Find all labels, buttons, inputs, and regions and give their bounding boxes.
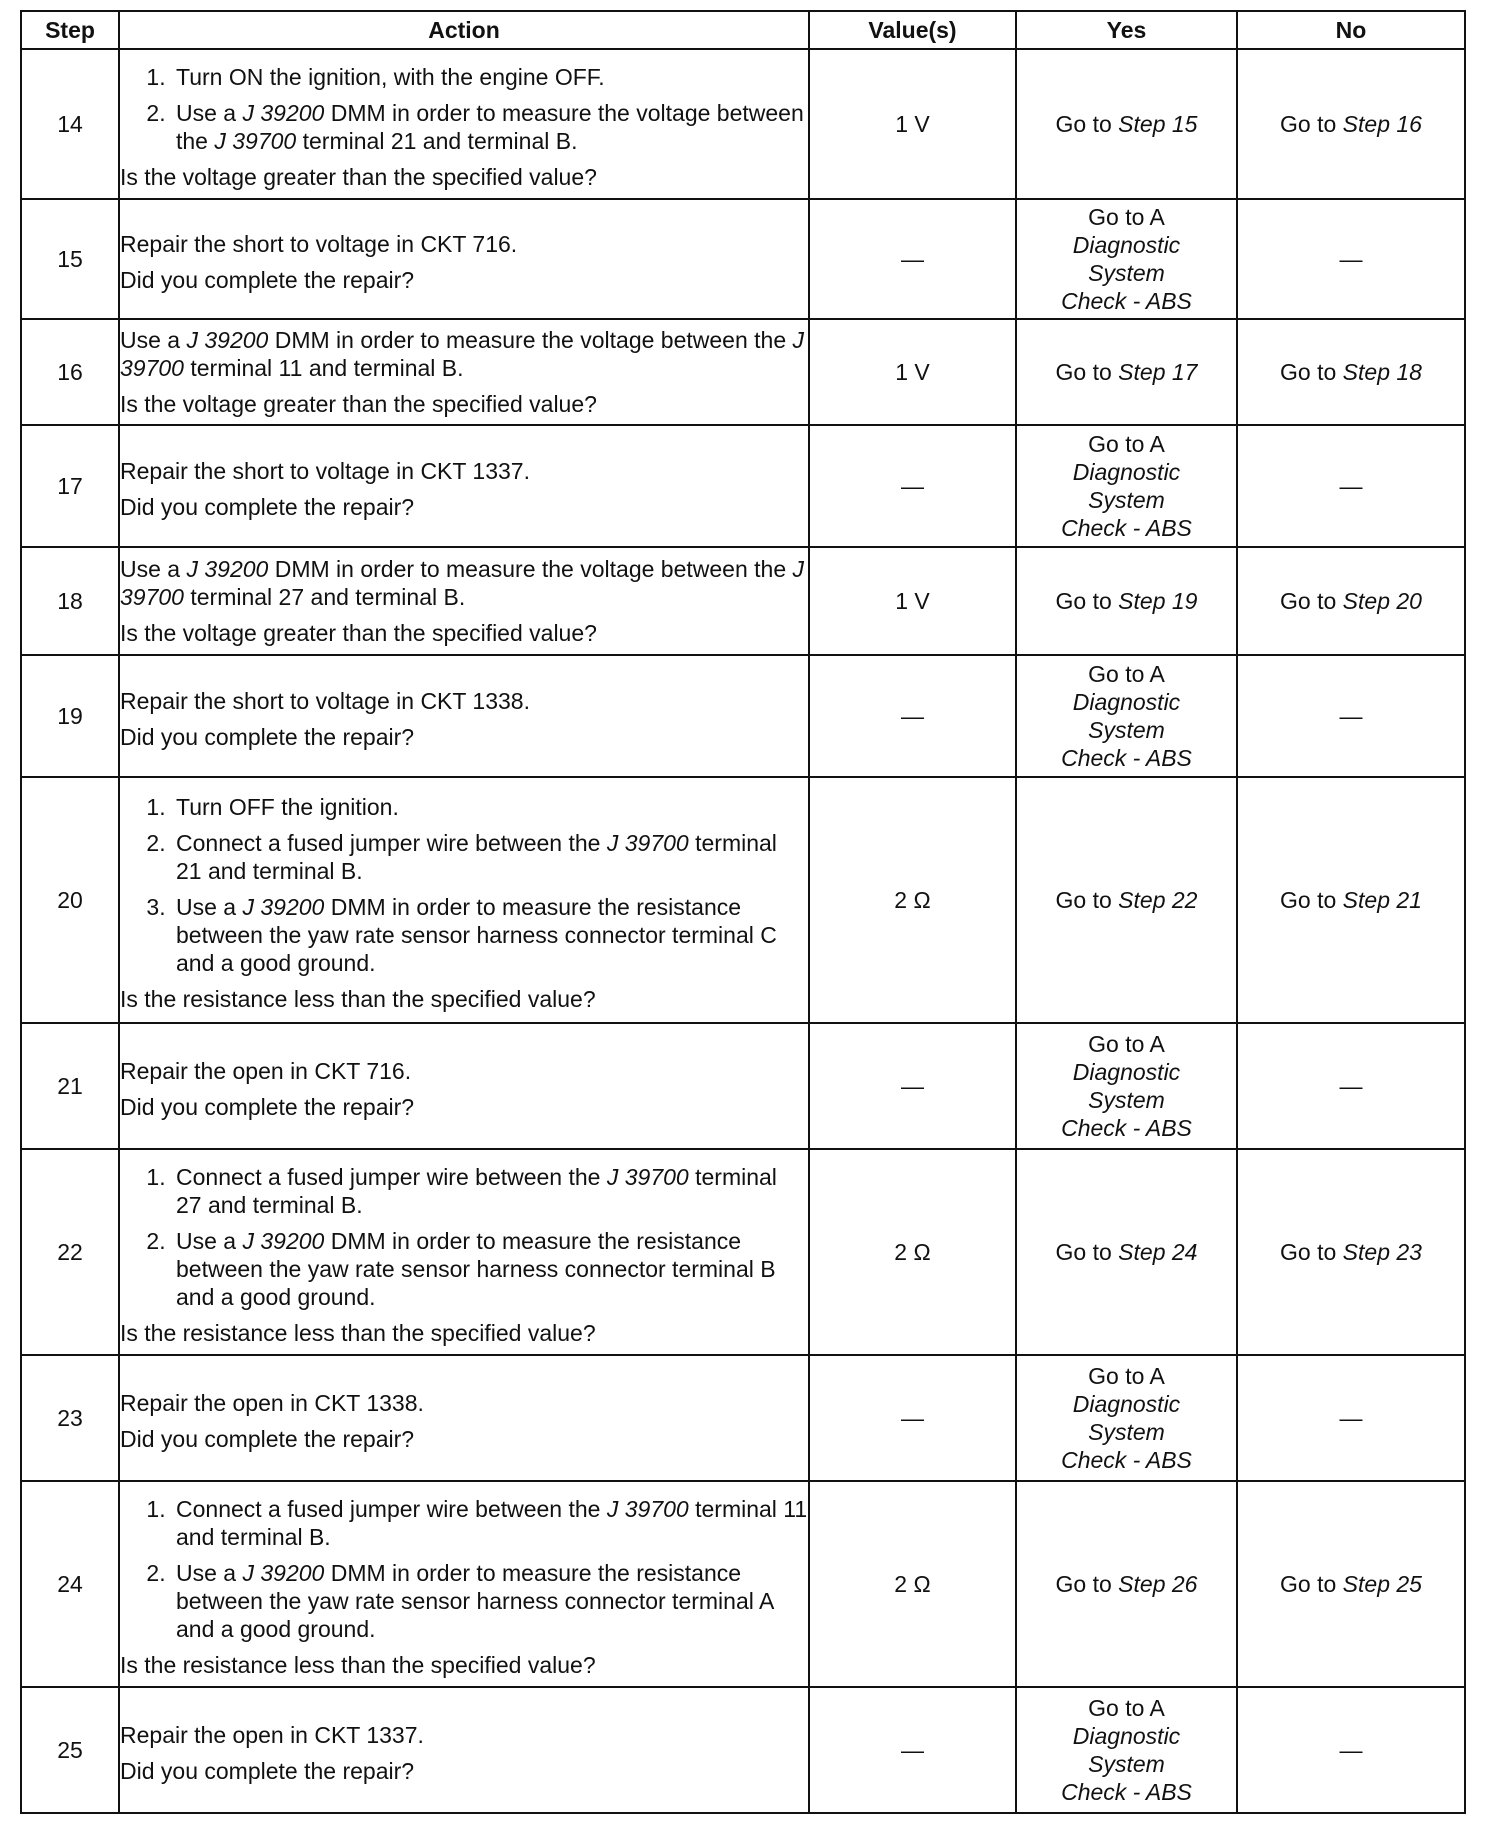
table-row	[21, 777, 1465, 1023]
no-cell: —	[1237, 1023, 1465, 1149]
table-row	[21, 1687, 1465, 1813]
header-row	[21, 11, 1465, 49]
yes-cell: Go to Step 19	[1016, 547, 1237, 655]
table-row	[21, 199, 1465, 319]
action-steps	[120, 793, 808, 977]
header-action: Action	[119, 11, 809, 49]
table-row	[21, 547, 1465, 655]
table-row	[21, 1355, 1465, 1481]
action-cell: Repair the open in CKT 1338. Did you complete the repair?	[119, 1355, 809, 1481]
action-cell: Repair the short to voltage in CKT 1337. Did you complete the repair?	[119, 425, 809, 547]
header-no: No	[1237, 11, 1465, 49]
action-step-item: 2. Use a J 39200 DMM in order to measure the resistance between the yaw rate sensor harness connector terminal A and a good ground.	[172, 1559, 808, 1643]
table-row	[21, 49, 1465, 199]
action-step-item: 2. Use a J 39200 DMM in order to measure the resistance between the yaw rate sensor harness connector terminal B and a good ground.	[172, 1227, 808, 1311]
step-number: 15	[21, 199, 119, 319]
action-steps	[120, 1495, 808, 1643]
no-cell: Go to Step 16	[1237, 49, 1465, 199]
table-row	[21, 1149, 1465, 1355]
header-yes: Yes	[1016, 11, 1237, 49]
header-value: Value(s)	[809, 11, 1016, 49]
no-cell: —	[1237, 199, 1465, 319]
action-steps	[120, 63, 808, 155]
action-question: Is the voltage greater than the specified value?	[120, 620, 597, 646]
action-question: Is the voltage greater than the specified value?	[120, 164, 597, 190]
action-step-item: 2. Connect a fused jumper wire between the J 39700 terminal 21 and terminal B.	[172, 829, 808, 885]
yes-cell: Go to A Diagnostic System Check - ABS	[1016, 1355, 1237, 1481]
value-cell: —	[809, 199, 1016, 319]
action-cell	[119, 1149, 809, 1355]
step-number: 21	[21, 1023, 119, 1149]
diagnostic-table	[20, 10, 1466, 1814]
yes-cell: Go to A Diagnostic System Check - ABS	[1016, 199, 1237, 319]
action-cell	[119, 777, 809, 1023]
no-cell: —	[1237, 1687, 1465, 1813]
action-step-item: 1. Turn ON the ignition, with the engine OFF.	[172, 63, 808, 91]
yes-cell: Go to Step 17	[1016, 319, 1237, 425]
action-step-item: 3. Use a J 39200 DMM in order to measure the resistance between the yaw rate sensor harness connector terminal C and a good ground.	[172, 893, 808, 977]
action-cell: Use a J 39200 DMM in order to measure the voltage between the J 39700 terminal 11 and terminal B. Is the voltage greater than the specified value?	[119, 319, 809, 425]
action-question: Is the resistance less than the specified value?	[120, 1320, 596, 1346]
no-cell: Go to Step 20	[1237, 547, 1465, 655]
value-cell: 2 Ω	[809, 777, 1016, 1023]
value-cell: —	[809, 425, 1016, 547]
no-cell: Go to Step 18	[1237, 319, 1465, 425]
no-cell: —	[1237, 1355, 1465, 1481]
value-cell: —	[809, 1023, 1016, 1149]
step-number: 17	[21, 425, 119, 547]
step-number: 18	[21, 547, 119, 655]
table-row	[21, 1023, 1465, 1149]
action-question: Is the resistance less than the specified value?	[120, 986, 596, 1012]
header-step: Step	[21, 11, 119, 49]
value-cell: —	[809, 1355, 1016, 1481]
step-number: 20	[21, 777, 119, 1023]
value-cell: —	[809, 1687, 1016, 1813]
value-cell: —	[809, 655, 1016, 777]
yes-cell: Go to A Diagnostic System Check - ABS	[1016, 1023, 1237, 1149]
yes-cell: Go to Step 22	[1016, 777, 1237, 1023]
table-row	[21, 1481, 1465, 1687]
action-step-item: 1. Turn OFF the ignition.	[172, 793, 808, 821]
step-number: 24	[21, 1481, 119, 1687]
action-cell	[119, 49, 809, 199]
yes-cell: Go to Step 26	[1016, 1481, 1237, 1687]
table-row	[21, 319, 1465, 425]
action-cell	[119, 1481, 809, 1687]
yes-cell: Go to A Diagnostic System Check - ABS	[1016, 1687, 1237, 1813]
yes-cell: Go to A Diagnostic System Check - ABS	[1016, 425, 1237, 547]
value-cell: 2 Ω	[809, 1481, 1016, 1687]
action-steps	[120, 1163, 808, 1311]
step-number: 14	[21, 49, 119, 199]
action-step-item: 2. Use a J 39200 DMM in order to measure the voltage between the J 39700 terminal 21 and terminal B.	[172, 99, 808, 155]
no-cell: —	[1237, 655, 1465, 777]
yes-cell: Go to Step 24	[1016, 1149, 1237, 1355]
action-cell: Use a J 39200 DMM in order to measure the voltage between the J 39700 terminal 27 and terminal B. Is the voltage greater than the specified value?	[119, 547, 809, 655]
no-cell: Go to Step 25	[1237, 1481, 1465, 1687]
no-cell: Go to Step 23	[1237, 1149, 1465, 1355]
step-number: 16	[21, 319, 119, 425]
action-step-item: 1. Connect a fused jumper wire between the J 39700 terminal 27 and terminal B.	[172, 1163, 808, 1219]
action-cell: Repair the short to voltage in CKT 1338. Did you complete the repair?	[119, 655, 809, 777]
step-number: 19	[21, 655, 119, 777]
value-cell: 1 V	[809, 49, 1016, 199]
action-cell: Repair the open in CKT 716. Did you complete the repair?	[119, 1023, 809, 1149]
value-cell: 1 V	[809, 319, 1016, 425]
no-cell: —	[1237, 425, 1465, 547]
action-step-item: 1. Connect a fused jumper wire between the J 39700 terminal 11 and terminal B.	[172, 1495, 808, 1551]
yes-cell: Go to A Diagnostic System Check - ABS	[1016, 655, 1237, 777]
no-cell: Go to Step 21	[1237, 777, 1465, 1023]
action-cell: Repair the short to voltage in CKT 716. Did you complete the repair?	[119, 199, 809, 319]
action-question: Is the voltage greater than the specified value?	[120, 391, 597, 417]
action-cell: Repair the open in CKT 1337. Did you complete the repair?	[119, 1687, 809, 1813]
table-row	[21, 425, 1465, 547]
yes-cell: Go to Step 15	[1016, 49, 1237, 199]
step-number: 22	[21, 1149, 119, 1355]
value-cell: 2 Ω	[809, 1149, 1016, 1355]
step-number: 25	[21, 1687, 119, 1813]
table-row	[21, 655, 1465, 777]
action-question: Is the resistance less than the specified value?	[120, 1652, 596, 1678]
value-cell: 1 V	[809, 547, 1016, 655]
step-number: 23	[21, 1355, 119, 1481]
